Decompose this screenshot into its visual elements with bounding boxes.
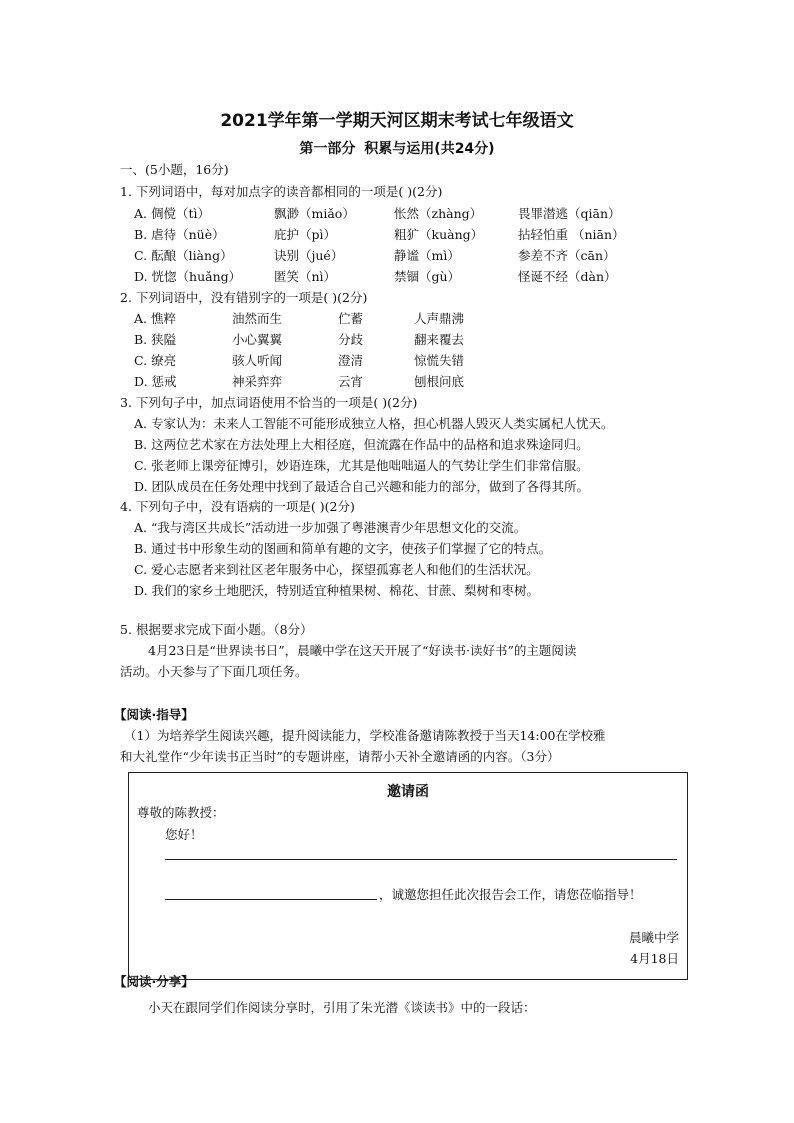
q1-option-d-3: 禁锢（gù） [394, 269, 461, 284]
q1-option-a-2: 飘渺（miǎo） [274, 206, 355, 221]
section-reading-guide: 【阅读·指导】 [114, 707, 194, 722]
question-3-stem: 3. 下列句子中，加点词语使用不恰当的一项是( )(2分) [120, 395, 418, 410]
question-5-stem: 5. 根据要求完成下面小题。（8分） [120, 622, 313, 637]
q2-option-b-4: 翻来覆去 [414, 332, 465, 347]
question-1-stem: 1. 下列词语中，每对加点字的读音都相同的一项是( )(2分) [120, 184, 443, 199]
q2-option-a-3: 伫蓄 [338, 311, 364, 326]
q1-option-b-3: 粗犷（kuàng） [394, 227, 484, 242]
q2-option-c-3: 澄清 [338, 353, 364, 368]
q1-option-a-3: 怅然（zhàng） [394, 206, 483, 221]
q4-option-a: A. “我与湾区共成长”活动进一步加强了粤港澳青少年思想文化的交流。 [134, 520, 527, 535]
answer-blank-line-1[interactable] [165, 859, 677, 860]
q2-option-d-1: D. 惩戒 [134, 374, 177, 389]
q1-option-c-1: C. 酝酿（liàng） [134, 248, 233, 263]
q2-option-b-2: 小心翼翼 [232, 332, 283, 347]
q5-intro-line-2: 活动。小天参与了下面几项任务。 [120, 664, 308, 679]
q1-option-c-2: 诀别（jué） [274, 248, 344, 263]
task-1-line-2: 和大礼堂作“少年读书正当时”的专题讲座，请帮小天补全邀请函的内容。（3分） [120, 749, 560, 764]
q2-option-c-4: 惊慌失错 [414, 353, 465, 368]
q5-intro-line-1: 4月23日是“世界读书日”，晨曦中学在这天开展了“好读书·读好书”的主题阅读 [148, 643, 577, 658]
q2-option-d-3: 云宵 [338, 374, 364, 389]
q1-option-a-4: 畏罪潜逃（qiān） [518, 206, 621, 221]
q1-option-d-4: 怪诞不经（dàn） [518, 269, 617, 284]
q3-option-b: B. 这两位艺术家在方法处理上大相径庭，但流露在作品中的品格和追求殊途同归。 [134, 437, 589, 452]
q1-option-d-2: 匿笑（nì） [274, 269, 337, 284]
q4-option-d: D. 我们的家乡土地肥沃，特别适宜种植果树、棉花、甘蔗、梨树和枣树。 [134, 583, 540, 598]
page-title: 2021学年第一学期天河区期末考试七年级语文 [220, 111, 574, 131]
q3-option-c: C. 张老师上课旁征博引，妙语连珠，尤其是他咄咄逼人的气势让学生们非常信服。 [134, 458, 589, 473]
q4-option-c: C. 爱心志愿者来到社区老年服务中心，探望孤寡老人和他们的生活状况。 [134, 562, 539, 577]
answer-blank-line-2[interactable] [165, 899, 377, 900]
invitation-greeting: 您好！ [165, 827, 203, 842]
q3-option-d: D. 团队成员在任务处理中找到了最适合自己兴趣和能力的部分，做到了各得其所。 [134, 479, 590, 494]
task-1-line-1: （1）为培养学生阅读兴趣，提升阅读能力，学校准备邀请陈教授于当天14:00在学校雅 [124, 728, 606, 743]
invitation-title: 邀请函 [387, 784, 429, 800]
q2-option-a-1: A. 憔粹 [134, 311, 176, 326]
invitation-signature: 晨曦中学 [628, 930, 679, 945]
question-4-stem: 4. 下列句子中，没有语病的一项是( )(2分) [120, 499, 355, 514]
invitation-date: 4月18日 [630, 951, 679, 966]
q2-option-d-4: 刨根问底 [414, 374, 465, 389]
q2-option-b-1: B. 狭隘 [134, 332, 177, 347]
section-reading-share: 【阅读·分享】 [114, 974, 194, 989]
q2-option-c-1: C. 缭亮 [134, 353, 177, 368]
q1-option-c-4: 参差不齐（cān） [518, 248, 616, 263]
q4-option-b: B. 通过书中形象生动的图画和简单有趣的文字，使孩子们掌握了它的特点。 [134, 541, 552, 556]
section-heading: 一、(5小题，16分) [120, 162, 229, 177]
q1-option-b-1: B. 虐待（nüè） [134, 227, 225, 242]
invitation-closing: ，诚邀您担任此次报告会工作，请您莅临指导！ [379, 887, 642, 902]
q1-option-b-2: 庇护（pì） [274, 227, 336, 242]
q2-option-d-2: 神采弈弈 [232, 374, 283, 389]
question-2-stem: 2. 下列词语中，没有错别字的一项是( )(2分) [120, 290, 368, 305]
q1-option-b-4: 拈轻怕重 （niān） [518, 227, 625, 242]
part-subtitle: 第一部分 积累与运用(共24分) [299, 141, 495, 157]
q1-option-c-3: 静谧（mì） [394, 248, 460, 263]
q2-option-a-4: 人声鼎沸 [414, 311, 465, 326]
q2-option-c-2: 骇人听闻 [232, 353, 283, 368]
share-text: 小天在跟同学们作阅读分享时，引用了朱光潜《谈读书》中的一段话： [148, 1000, 536, 1015]
q3-option-a: A. 专家认为：未来人工智能不可能形成独立人格，担心机器人毁灭人类实属杞人忧天。 [134, 416, 614, 431]
invitation-salutation: 尊敬的陈教授： [137, 805, 225, 820]
q2-option-b-3: 分歧 [338, 332, 364, 347]
q1-option-d-1: D. 恍惚（huǎng） [134, 269, 242, 284]
q1-option-a-1: A. 倜傥（tì） [134, 206, 210, 221]
q2-option-a-2: 油然而生 [232, 311, 283, 326]
invitation-box [128, 772, 688, 980]
